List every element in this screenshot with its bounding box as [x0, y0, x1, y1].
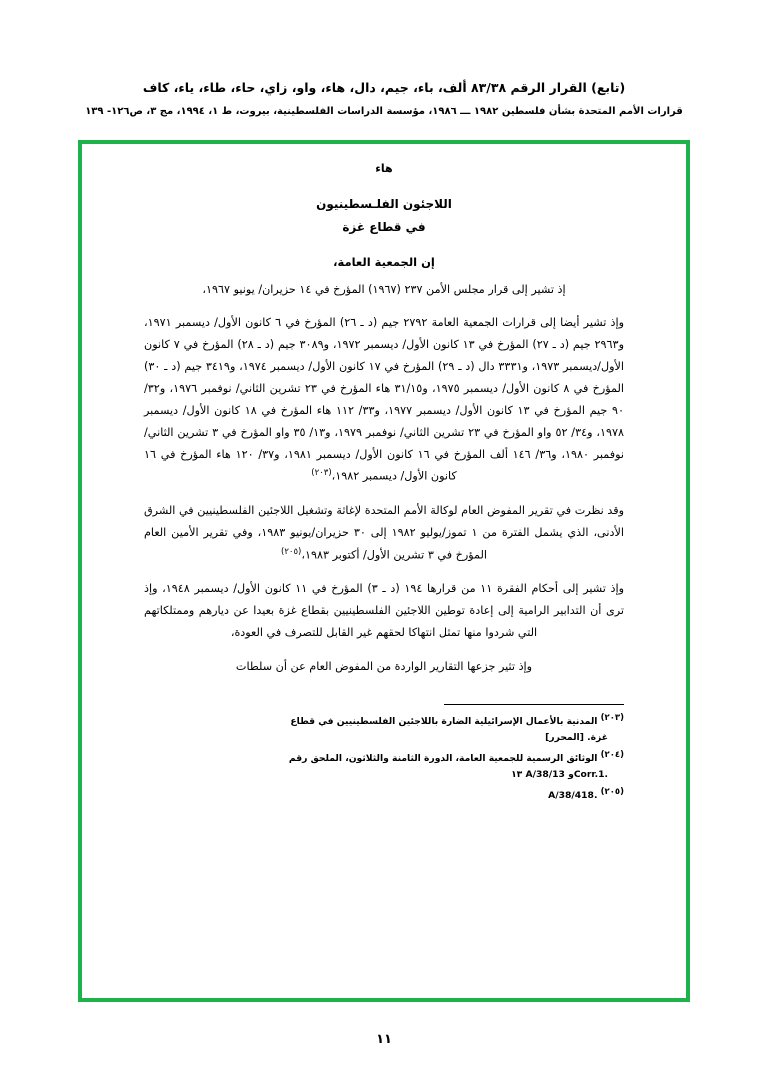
- section-letter: هاء: [375, 162, 393, 175]
- paragraph-4: وإذ تشير إلى أحكام الفقرة ١١ من قرارها ١٩٤ (د ـ ٣) المؤرخ في ١١ كانون الأول/ ديسمبر ١٩٤٨، وإذ ترى أن التدابير الرامية إلى إعادة توطين اللاجئين الفلسطينيين بقطاع غزة بعيدا عن ديارهم وممتلكاتهم التي شردوا منها تمثل انتهاكا لحقهم غير القابل للتصرف في العودة،: [144, 582, 625, 639]
- header-title: (تابع) القرار الرقم ٨٣/٣٨ ألف، باء، جيم، دال، هاء، واو، زاي، حاء، طاء، ياء، كاف: [142, 80, 626, 95]
- footnote-item: [144, 711, 624, 746]
- document-subtitle: في قطاع غزة: [342, 219, 426, 234]
- footnote-marker: (٢٠٣): [600, 712, 624, 723]
- paragraph-2-text: وإذ تشير أيضا إلى قرارات الجمعية العامة ٢٧٩٢ جيم (د ـ ٢٦) المؤرخ في ٦ كانون الأول/ ديسمبر ١٩٧١، و٢٩٦٣ جيم (د ـ ٢٧) المؤرخ في ١٣ كانون الأول/ ديسمبر ١٩٧٢، و٣٠٨٩ جيم (د ـ ٢٨) المؤرخ في ٧ كانون الأول/ديسمبر ١٩٧٣، و٣٣٣١ دال (د ـ ٢٩) المؤرخ في ١٧ كانون الأول/ ديسمبر ١٩٧٤، و٣٤١٩ جيم (د ـ ٣٠) المؤرخ في ٨ كانون الأول/ ديسمبر ١٩٧٥، و٣١/١٥ هاء المؤرخ في ٢٣ تشرين الثاني/ نوفمبر ١٩٧٦، و٣٢/ ٩٠ جيم المؤرخ في ١٣ كانون الأول/ ديسمبر ١٩٧٧، و٣٣/ ١١٢ هاء المؤرخ في ١٨ كانون الأول/ ديسمبر ١٩٧٨، و٣٤/ ٥٢ واو المؤرخ في ٢٣ تشرين الثاني/ نوفمبر ١٩٧٩، و١٣/ ٣٥ واو المؤرخ في ٣ تشرين الثاني/ نوفمبر ١٩٨٠، و٣٦/ ١٤٦ ألف المؤرخ في ١٦ كانون الأول/ ديسمبر ١٩٨١، و٣٧/ ١٢٠ هاء المؤرخ في ١٦ كانون الأول/ ديسمبر ١٩٨٢،: [144, 316, 625, 484]
- page-number: ١١: [376, 1032, 392, 1047]
- footnote-continuation: ١٣ A/38/13 وCorr.1.: [511, 768, 608, 780]
- footnote-continuation: غزة. [المحرر]: [545, 731, 608, 743]
- opening-line: إن الجمعية العامة،: [333, 254, 435, 269]
- header-subtitle: قرارات الأمم المتحدة بشأن فلسطين ١٩٨٢ ـــ ١٩٨٦، مؤسسة الدراسات الفلسطينية، بيروت، ط ١، ١٩٩٤، مج ٣، ص١٢٦- ١٣٩: [85, 106, 683, 117]
- footnote-text: A/38/418.: [548, 790, 598, 802]
- paragraph-1: إذ تشير إلى قرار مجلس الأمن ٢٣٧ (١٩٦٧) المؤرخ في ١٤ حزيران/ يونيو ١٩٦٧،: [202, 282, 566, 296]
- green-border-frame: [78, 140, 690, 1002]
- footnote-divider: [444, 704, 624, 705]
- paragraph-3: [122, 500, 646, 566]
- document-body: [88, 150, 680, 992]
- footnote-text: الوثائق الرسمية للجمعية العامة، الدورة الثامنة والثلاثون، الملحق رقم: [288, 752, 598, 764]
- footnote-ref-205: (٢٠٥): [280, 546, 302, 557]
- footnote-marker: (٢٠٥): [600, 787, 624, 798]
- document-title: اللاجئون الفلـسطينيون: [316, 197, 452, 211]
- footnote-item: [144, 785, 624, 804]
- page-header: [0, 0, 768, 119]
- footnote-ref-203: (٢٠٣): [311, 468, 332, 479]
- footnotes-list: [122, 711, 646, 805]
- paragraph-3-text: وقد نظرت في تقرير المفوض العام لوكالة الأمم المتحدة لإغاثة وتشغيل اللاجئين الفلسطينيين في الشرق الأدنى، الذي يشمل الفترة من ١ تموز/يوليو ١٩٨٢ إلى ٣٠ حزيران/يونيو ١٩٨٣، وفي تقرير الأمين العام المؤرخ في ٣ تشرين الأول/ أكتوبر ١٩٨٣،: [144, 503, 624, 562]
- footnote-item: [144, 748, 624, 783]
- paragraph-2: [122, 312, 646, 487]
- footnote-marker: (٢٠٤): [600, 749, 624, 760]
- paragraph-5: وإذ تثير جزعها التقارير الواردة من المفوض العام عن أن سلطات: [235, 659, 533, 673]
- footnote-text: المدنية بالأعمال الإسرائيلية الضارة باللاجئين الفلسطينيين في قطاع: [290, 715, 598, 727]
